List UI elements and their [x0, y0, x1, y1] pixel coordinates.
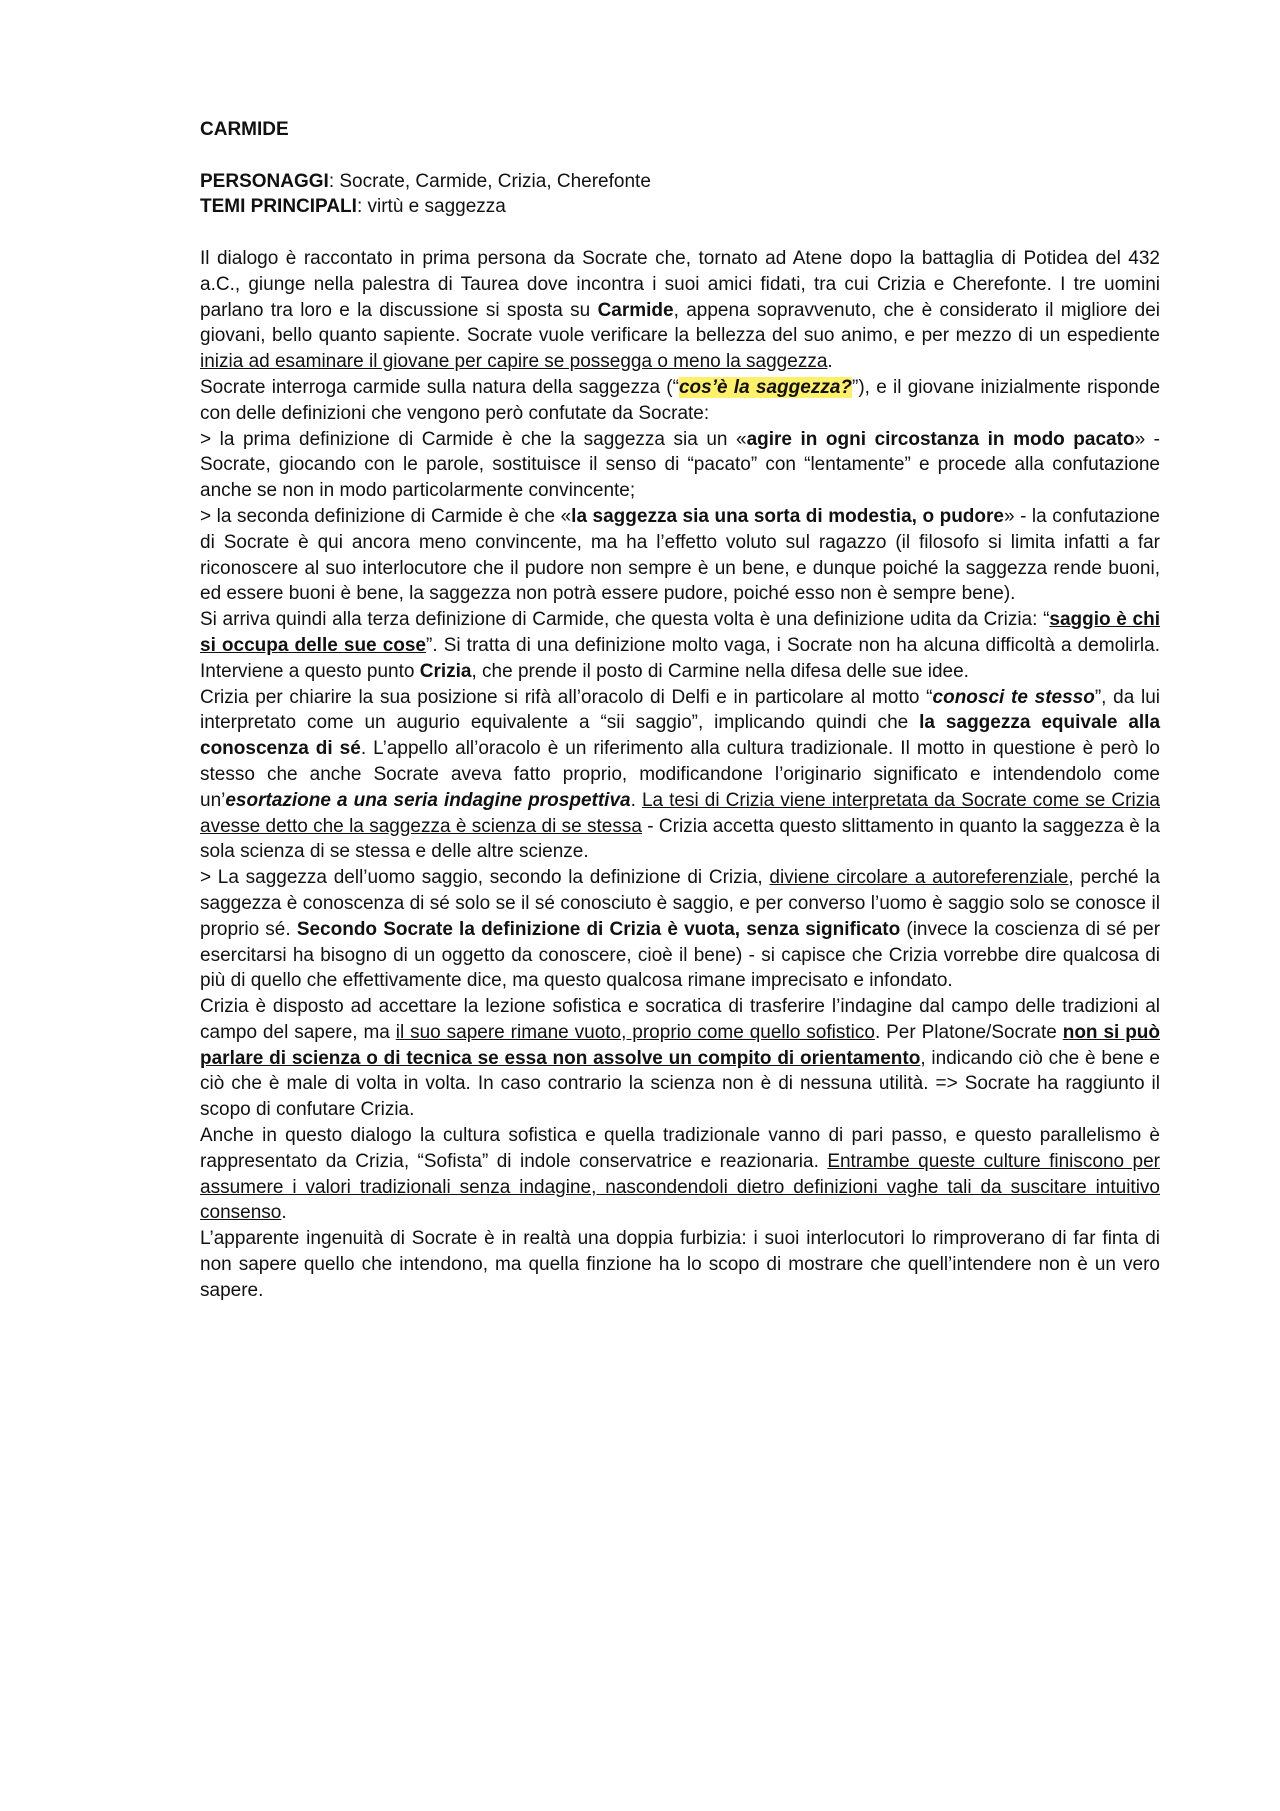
document-title: CARMIDE [200, 119, 289, 140]
bold-thesis: la saggezza equivale alla conoscenza di sé [200, 712, 1161, 760]
bold-italic-phrase: esortazione a una seria indagine prospettiva [225, 789, 631, 811]
paragraph-second-definition: > la seconda definizione di Carmide è che «la saggezza sia una sorta di modestia, o pudore» - la confutazione di Socrate è qui ancora meno convincente, ma ha l’effetto voluto sul ragazzo (il filosofo si limita infatti a far riconoscere al suo interlocutore che il pudore non sempre è un bene, e dunque poiché la saggezza rende buoni, ed essere buoni è bene, la saggezza non potrà essere pudore, poiché esso non è sempre bene). [200, 505, 1160, 605]
bold-crizia: Crizia [419, 660, 472, 682]
themes-line [200, 194, 1160, 220]
themes-label: TEMI PRINCIPALI [200, 196, 357, 218]
paragraph-circular: > La saggezza dell’uomo saggio, secondo la definizione di Crizia, diviene circolare a autoreferenziale, perché la saggezza è conoscenza di sé solo se il sé conosciuto è saggio, e per converso l’uomo è saggio solo se conosce il proprio sé. Secondo Socrate la definizione di Crizia è vuota, senza significato (invece la coscienza di sé per esercitarsi ha bisogno di un oggetto da conoscere, cioè il bene) - si capisce che Crizia vorrebbe dire qualcosa di più di quello che effettivamente dice, ma questo qualcosa rimane imprecisato e infondato. [200, 867, 1161, 992]
paragraph-conclusion: L’apparente ingenuità di Socrate è in realtà una doppia furbizia: i suoi interlocutori lo rimproverano di far finta di non sapere quello che intendono, ma quella finzione ha lo scopo di mostrare che quell’intendere non è un vero sapere. [200, 1228, 1160, 1301]
bold-phrase: Secondo Socrate la definizione di Crizia è vuota, senza significato [296, 918, 901, 940]
bold-definition: agire in ogni circostanza in modo pacato [746, 428, 1135, 450]
paragraph-third-definition: Si arriva quindi alla terza definizione di Carmide, che questa volta è una definizione udita da Crizia: “saggio è chi si occupa delle sue cose”. Si tratta di una definizione molto vaga, i Socrate non ha alcuna difficoltà a demolirla. Interviene a questo punto Crizia, che prende il posto di Carmine nella difesa delle sue idee. [200, 609, 1160, 682]
paragraph-sophistic: Crizia è disposto ad accettare la lezione sofistica e socratica di trasferire l’indagine dal campo delle tradizioni al campo del sapere, ma il suo sapere rimane vuoto, proprio come quello sofistico. Per Platone/Socrate non si può parlare di scienza o di tecnica se essa non assolve un compito di orientamento, indicando ciò che è bene e ciò che è male di volta in volta. In caso contrario la scienza non è di nessuna utilità. => Socrate ha raggiunto il scopo di confutare Crizia. [200, 996, 1161, 1121]
document-body [200, 117, 1160, 1304]
paragraph-intro: Il dialogo è raccontato in prima persona da Socrate che, tornato ad Atene dopo la battaglia di Potidea del 432 a.C., giunge nella palestra di Taurea dove incontra i suoi amici fidati, tra cui Crizia e Cherefonte. I tre uomini parlano tra loro e la discussione si sposta su Carmide, appena sopravvenuto, che è considerato il migliore dei giovani, bello quanto sapiente. Socrate vuole verificare la bellezza del suo animo, e per mezzo di un espediente inizia ad esaminare il giovane per capire se possegga o meno la saggezza. [200, 247, 1160, 373]
spacer [200, 220, 1160, 246]
characters-line [200, 169, 1160, 195]
characters-label: PERSONAGGI [200, 170, 329, 192]
paragraph-first-definition: > la prima definizione di Carmide è che la saggezza sia un «agire in ogni circostanza in modo pacato» - Socrate, giocando con le parole, sostituisce il senso di “pacato” con “lentamente” e procede alla confutazione anche se non in modo particolarmente convincente; [200, 428, 1160, 502]
underlined-phrase: Entrambe queste culture finiscono per assumere i valori tradizionali senza indagine, nascondendoli dietro definizioni vaghe tali da suscitare intuitivo consenso [200, 1150, 1160, 1224]
characters-value: : Socrate, Carmide, Crizia, Cherefonte [328, 170, 651, 192]
bold-underlined-phrase: non si può parlare di scienza o di tecnica se essa non assolve un compito di orientamento [200, 1021, 1161, 1069]
bold-carmide: Carmide [597, 299, 674, 321]
bold-italic-motto: conosci te stesso [932, 686, 1095, 708]
underlined-phrase: La tesi di Crizia viene interpretata da Socrate come se Crizia avesse detto che la saggezza è scienza di se stessa [200, 789, 1160, 837]
bold-definition: la saggezza sia una sorta di modestia, o pudore [571, 505, 1004, 527]
themes-value: : virtù e saggezza [356, 196, 506, 218]
underlined-phrase: diviene circolare a autoreferenziale [769, 867, 1069, 889]
paragraph-oracle: Crizia per chiarire la sua posizione si rifà all’oracolo di Delfi e in particolare al motto “conosci te stesso”, da lui interpretato come un augurio equivalente a “sii saggio”, implicando quindi che la saggezza equivale alla conoscenza di sé. L’appello all’oracolo è un riferimento alla cultura tradizionale. Il motto in questione è però lo stesso che anche Socrate aveva fatto proprio, modificandone l’originario significato e intendendolo come un’esortazione a una seria indagine prospettiva. La tesi di Crizia viene interpretata da Socrate come se Crizia avesse detto che la saggezza è scienza di se stessa - Crizia accetta questo slittamento in quanto la saggezza è la sola scienza di se stessa e delle altre scienze. [200, 686, 1161, 863]
paragraph-parallelism: Anche in questo dialogo la cultura sofistica e quella tradizionale vanno di pari passo, e questo parallelismo è rappresentato da Crizia, “Sofista” di indole conservatrice e reazionaria. Entrambe queste culture finiscono per assumere i valori tradizionali senza indagine, nascondendoli dietro definizioni vaghe tali da suscitare intuitivo consenso. [200, 1125, 1160, 1224]
bold-underlined-definition: saggio è chi si occupa delle sue cose [200, 609, 1160, 656]
underlined-phrase: inizia ad esaminare il giovane per capire se possegga o meno la saggezza [200, 351, 828, 373]
underlined-phrase: il suo sapere rimane vuoto, proprio come quello sofistico [395, 1021, 875, 1043]
paragraph-question: Socrate interroga carmide sulla natura della saggezza (“cos’è la saggezza?”), e il giovane inizialmente risponde con delle definizioni che vengono però confutate da Socrate: [200, 376, 1161, 424]
highlighted-question: cos’è la saggezza? [678, 376, 852, 398]
